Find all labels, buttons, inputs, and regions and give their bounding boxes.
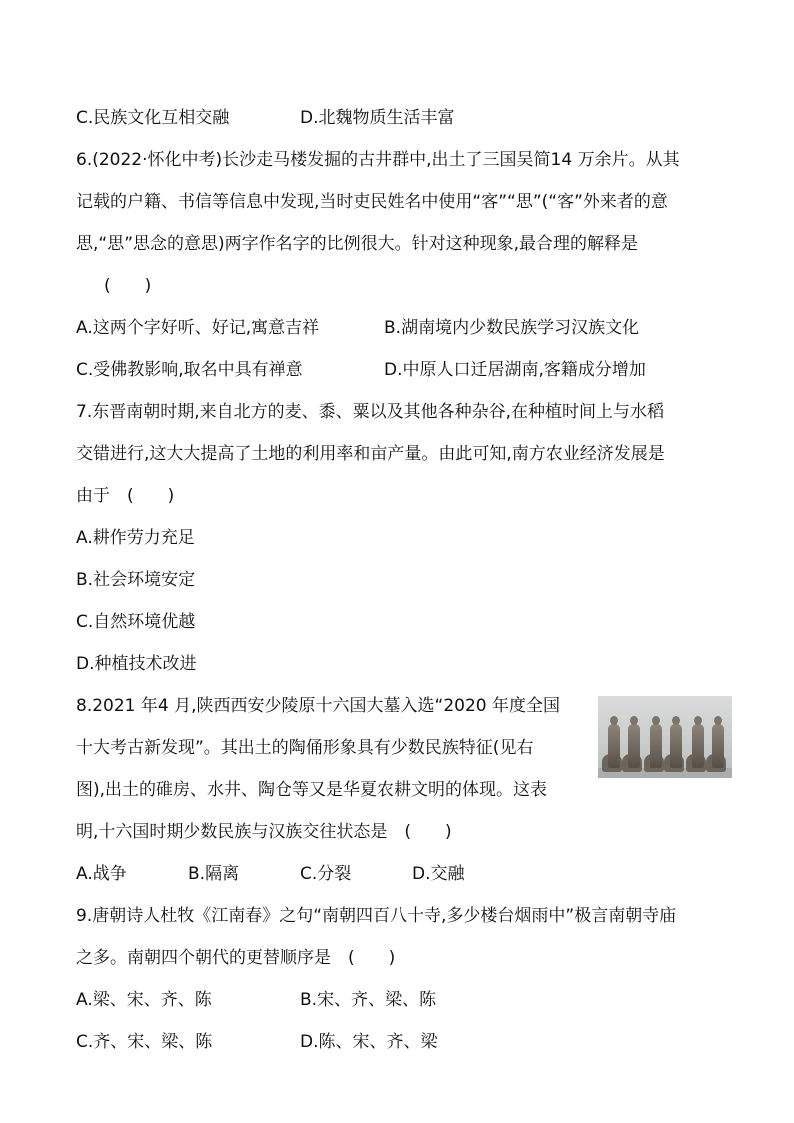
q7-option-a: A.耕作劳力充足	[76, 528, 195, 548]
q8-option-b: B.隔离	[188, 864, 240, 884]
q7-stem-line-1: 7.东晋南朝时期,来自北方的麦、黍、粟以及其他各种杂谷,在种植时间上与水稻	[76, 402, 665, 422]
q6-answer-bracket: ( )	[104, 276, 152, 296]
q8-stem-line-3: 图),出土的碓房、水井、陶仓等又是华夏农耕文明的体现。这表	[76, 780, 548, 800]
q6-stem-line-1: 6.(2022·怀化中考)长沙走马楼发掘的古井群中,出土了三国吴简14 万余片。从其	[76, 150, 680, 170]
q5-option-c: C.民族文化互相交融	[76, 108, 230, 128]
q8-stem-line-1: 8.2021 年4 月,陕西西安少陵原十六国大墓入选“2020 年度全国	[76, 696, 560, 716]
figurine	[650, 724, 662, 768]
q9-option-c: C.齐、宋、梁、陈	[76, 1032, 213, 1052]
q8-stem-line-4: 明,十六国时期少数民族与汉族交往状态是 ( )	[76, 822, 452, 842]
q8-stem-line-2: 十大考古新发现”。其出土的陶俑形象具有少数民族特征(见右	[76, 738, 534, 758]
q6-stem-line-3: 思,“思”思念的意思)两字作名字的比例很大。针对这种现象,最合理的解释是	[76, 234, 639, 254]
q9-option-b: B.宋、齐、梁、陈	[300, 990, 437, 1010]
figurine	[670, 724, 682, 768]
q7-option-b: B.社会环境安定	[76, 570, 196, 590]
figurine	[712, 724, 724, 768]
q9-stem-line-2: 之多。南朝四个朝代的更替顺序是 ( )	[76, 948, 396, 968]
q8-option-c: C.分裂	[300, 864, 352, 884]
q6-option-b: B.湖南境内少数民族学习汉族文化	[384, 318, 640, 338]
figurine	[628, 724, 640, 768]
figurine	[692, 724, 704, 768]
q6-option-a: A.这两个字好听、好记,寓意吉祥	[76, 318, 320, 338]
q9-option-d: D.陈、宋、齐、梁	[300, 1032, 438, 1052]
q5-option-d: D.北魏物质生活丰富	[300, 108, 455, 128]
q7-stem-line-3: 由于 ( )	[76, 486, 175, 506]
q6-option-c: C.受佛教影响,取名中具有禅意	[76, 360, 303, 380]
q7-option-d: D.种植技术改进	[76, 654, 197, 674]
q7-option-c: C.自然环境优越	[76, 612, 196, 632]
q6-stem-line-2: 记载的户籍、书信等信息中发现,当时吏民姓名中使用“客”“思”(“客”外来者的意	[76, 192, 668, 212]
q6-option-d: D.中原人口迁居湖南,客籍成分增加	[384, 360, 646, 380]
figurine	[608, 724, 620, 768]
q7-stem-line-2: 交错进行,这大大提高了土地的利用率和亩产量。由此可知,南方农业经济发展是	[76, 444, 665, 464]
q8-option-a: A.战争	[76, 864, 127, 884]
q8-option-d: D.交融	[412, 864, 465, 884]
q9-option-a: A.梁、宋、齐、陈	[76, 990, 212, 1010]
q9-stem-line-1: 9.唐朝诗人杜牧《江南春》之句“南朝四百八十寺,多少楼台烟雨中”极言南朝寺庙	[76, 906, 677, 926]
pottery-figurines-photo	[598, 696, 732, 778]
